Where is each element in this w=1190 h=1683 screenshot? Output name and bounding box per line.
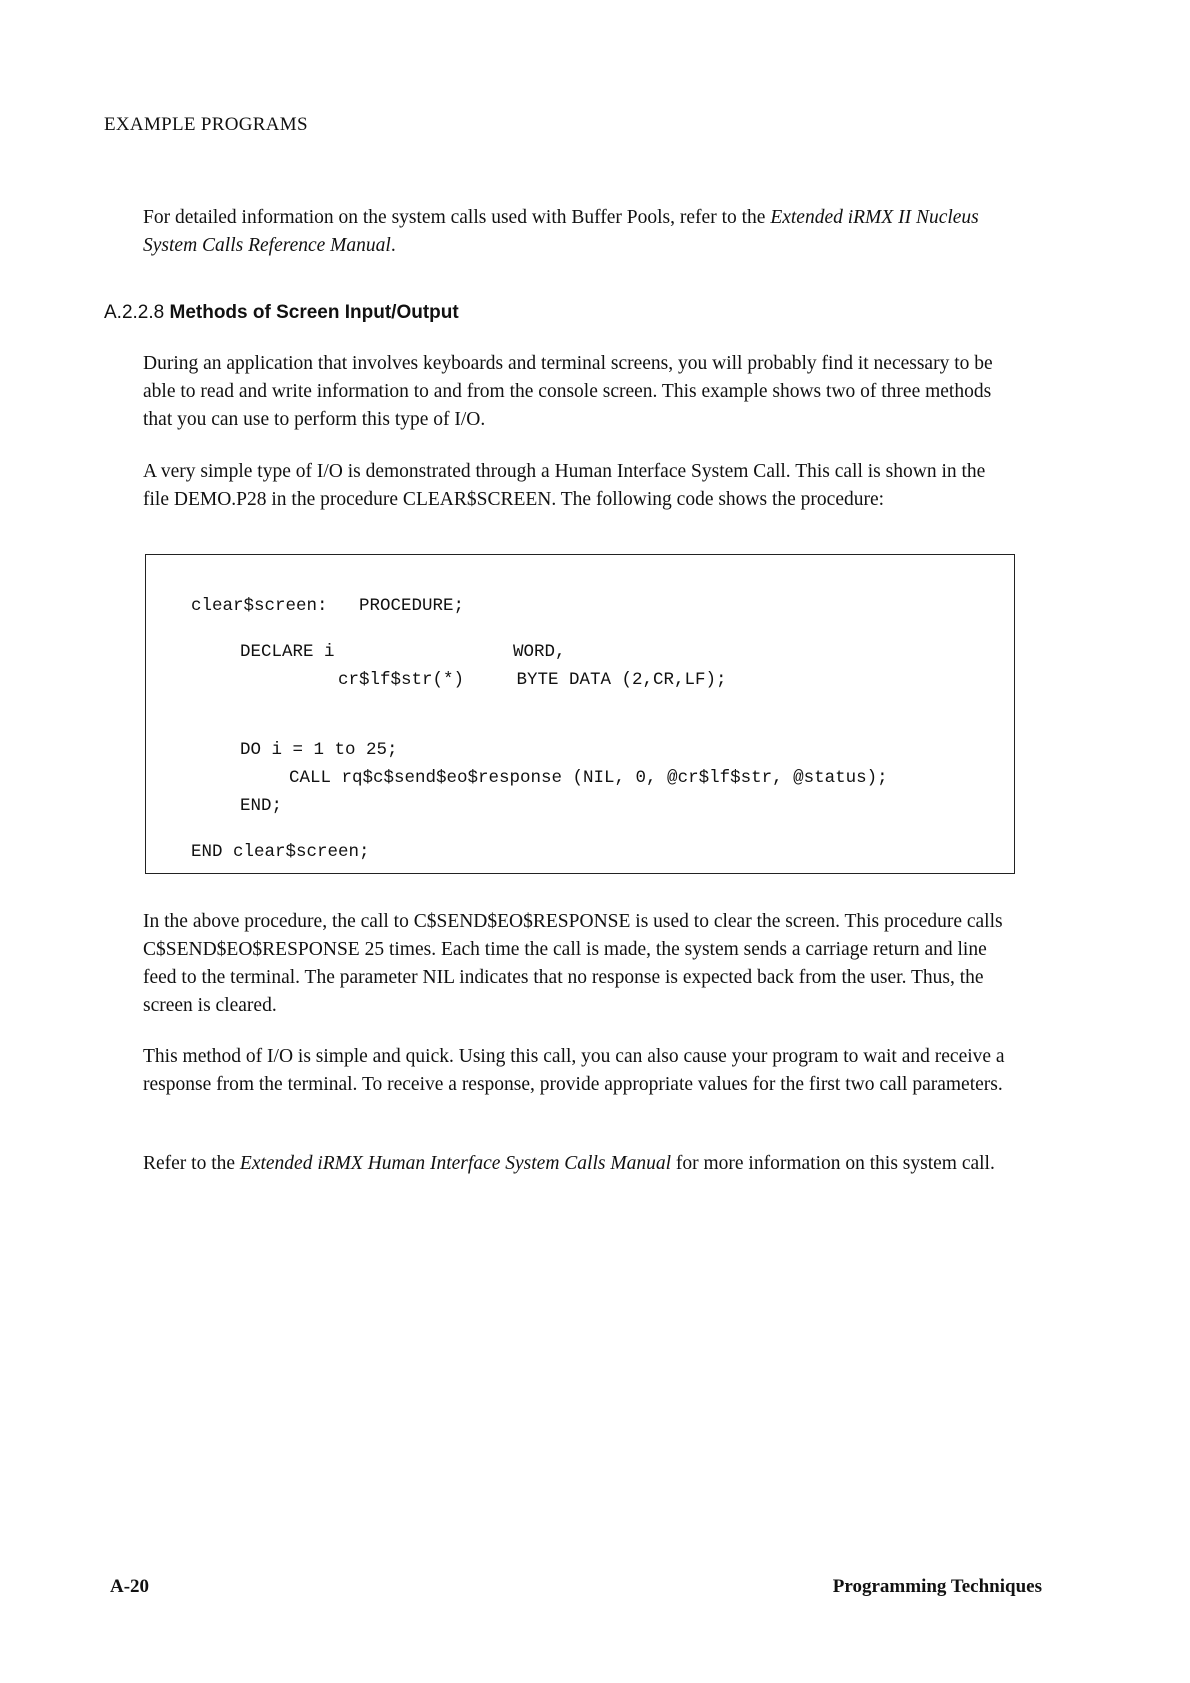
code-line-4: DO i = 1 to 25;	[240, 740, 398, 760]
section-number: A.2.2.8	[104, 302, 165, 323]
code-line-2: DECLARE i WORD,	[240, 642, 566, 662]
refer-text-end: for more information on this system call.	[671, 1153, 995, 1174]
paragraph-1: During an application that involves keyboards and terminal screens, you will probably find it necessary to be able to read and write information to and from the console screen. This example shows two of three methods that you can use to perform this type of I/O.	[143, 353, 993, 430]
intro-text: For detailed information on the system calls used with Buffer Pools, refer to the	[143, 207, 771, 228]
code-line-3: cr$lf$str(*) BYTE DATA (2,CR,LF);	[338, 670, 727, 690]
running-header: EXAMPLE PROGRAMS	[104, 114, 308, 135]
page-number: A-20	[110, 1576, 150, 1597]
refer-paragraph	[143, 1150, 1013, 1178]
code-line-1: clear$screen: PROCEDURE;	[191, 596, 465, 616]
refer-text: Refer to the	[143, 1153, 240, 1174]
code-line-6: END;	[240, 796, 283, 816]
code-line-7: END clear$screen;	[191, 842, 370, 862]
paragraph-2: A very simple type of I/O is demonstrated through a Human Interface System Call. This call is shown in the file DEMO.P28 in the procedure CLEAR$SCREEN. The following code shows the procedure:	[143, 461, 986, 510]
section-heading	[104, 302, 459, 324]
intro-book-title: Extended iRMX II Nucleus System Calls Reference Manual	[143, 207, 979, 256]
section-title: Methods of Screen Input/Output	[169, 302, 459, 323]
chapter-title: Programming Techniques	[832, 1576, 1042, 1597]
code-line-5: CALL rq$c$send$eo$response (NIL, 0, @cr$lf$str, @status);	[289, 768, 888, 788]
refer-book-title: Extended iRMX Human Interface System Calls Manual	[239, 1153, 671, 1174]
code-listing	[145, 554, 1015, 874]
paragraph-3: In the above procedure, the call to C$SEND$EO$RESPONSE is used to clear the screen. This procedure calls C$SEND$EO$RESPONSE 25 times. Each time the call is made, the system sends a carriage return and line feed to the terminal. The parameter NIL indicates that no response is expected back from the user. Thus, the screen is cleared.	[143, 911, 1003, 1016]
intro-text-end: .	[390, 235, 396, 256]
paragraph-4: This method of I/O is simple and quick. Using this call, you can also cause your program to wait and receive a response from the terminal. To receive a response, provide appropriate values for the first two call parameters.	[143, 1046, 1005, 1095]
intro-paragraph	[143, 204, 1013, 260]
